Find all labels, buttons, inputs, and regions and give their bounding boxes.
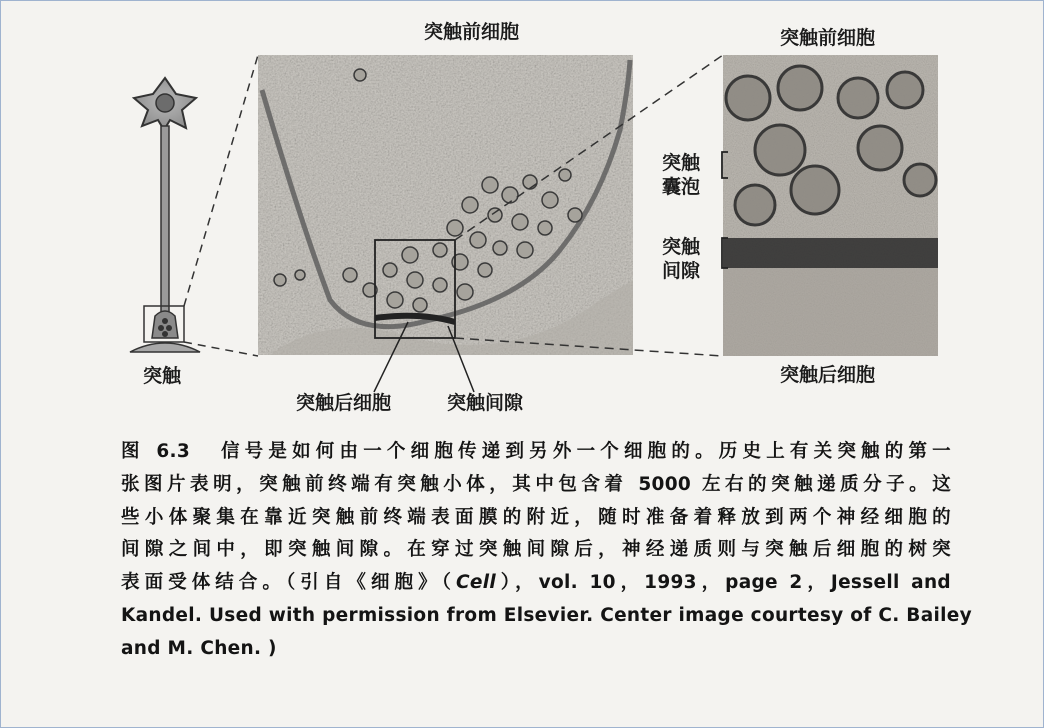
label-synaptic-cleft-line2: 间隙 bbox=[662, 259, 701, 282]
caption-line-6: Kandel. Used with permission from Elsevier. Center image courtesy of C. Bailey bbox=[121, 604, 972, 626]
label-synaptic-vesicle-line1: 突触 bbox=[662, 152, 701, 174]
label-synaptic-cleft-right bbox=[662, 236, 700, 284]
caption-cell-italic: Cell bbox=[455, 572, 496, 594]
label-postsynaptic-right: 突触后细胞 bbox=[780, 364, 876, 386]
caption-line-5 bbox=[121, 567, 951, 600]
figure-number: 图 6.3 bbox=[121, 441, 191, 462]
right-micrograph bbox=[723, 55, 938, 356]
label-synaptic-vesicle bbox=[662, 152, 700, 200]
neuron-schematic bbox=[130, 78, 200, 352]
label-synaptic-cleft-line1: 突触 bbox=[662, 236, 701, 258]
caption-text-5a: 表面受体结合。（引自《细胞》（ bbox=[121, 572, 456, 594]
label-synaptic-vesicle-line2: 囊泡 bbox=[662, 175, 701, 198]
center-micrograph bbox=[258, 55, 633, 355]
label-presynaptic-right: 突触前细胞 bbox=[780, 27, 876, 49]
caption-line-2: 张图片表明，突触前终端有突触小体，其中包含着 5000 左右的突触递质分子。这 bbox=[121, 473, 951, 495]
caption-line-7: and M. Chen. ) bbox=[121, 637, 277, 659]
label-synapse: 突触 bbox=[143, 365, 182, 387]
caption-line-4: 间隙之间中，即突触间隙。在穿过突触间隙后，神经递质则与突触后细胞的树突 bbox=[121, 539, 951, 561]
caption-text-1: 信号是如何由一个细胞传递到另外一个细胞的。历史上有关突触的第一 bbox=[216, 441, 951, 462]
label-postsynaptic-cell: 突触后细胞 bbox=[296, 392, 392, 414]
caption-line-1 bbox=[121, 436, 951, 469]
figure-caption bbox=[121, 436, 972, 666]
label-presynaptic-center: 突触前细胞 bbox=[424, 21, 520, 43]
caption-line-3: 些小体聚集在靠近突触前终端表面膜的附近，随时准备着释放到两个神经细胞的 bbox=[121, 506, 951, 528]
caption-text-5b: ），vol. 10，1993，page 2，Jessell and bbox=[495, 572, 951, 594]
label-synaptic-cleft: 突触间隙 bbox=[447, 392, 524, 414]
